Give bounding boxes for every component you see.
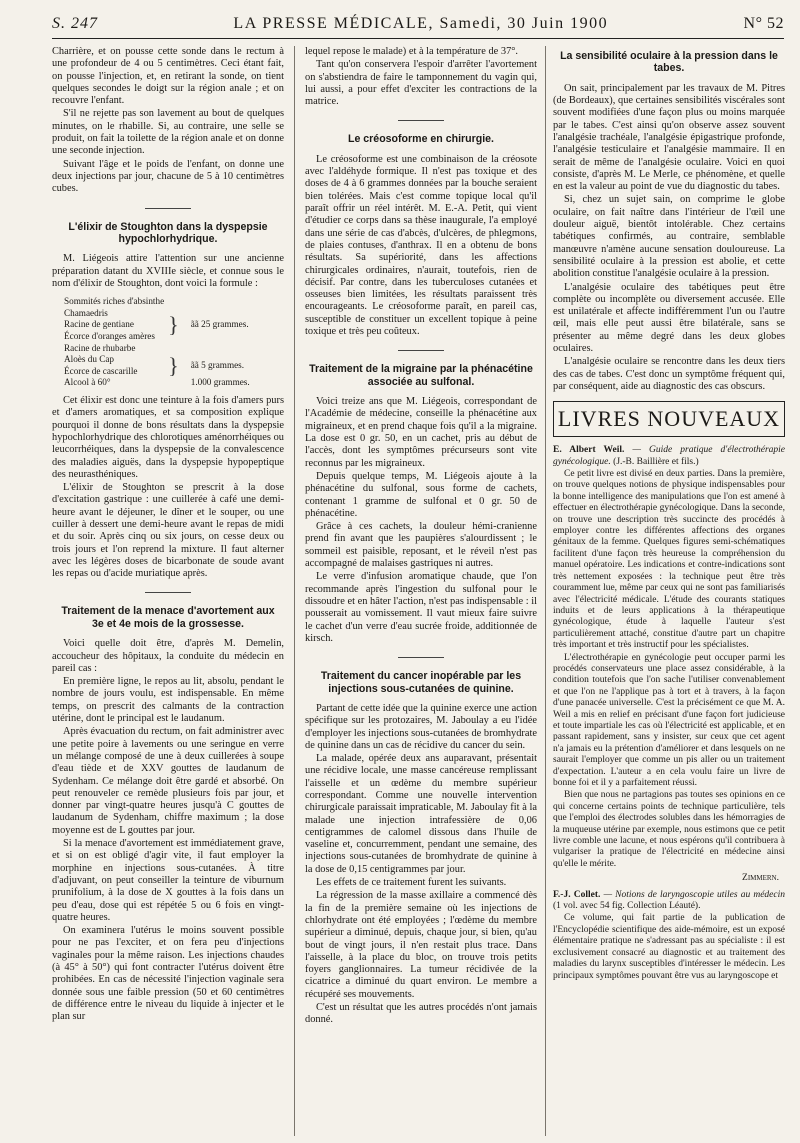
paragraph: M. Liégeois attire l'attention sur une ancienne préparation datant du XVIIIe siècle, et connue sous le nom d'élixir de Stoughton, dont voici la formule : (52, 253, 284, 289)
section-heading: Traitement de la migraine par la phénacétine associée au sulfonal. (309, 363, 533, 388)
recipe-table: Sommités riches d'absinthe } ãã 25 grammes. Chamaedris Racine de gentiane Écorce d'oranges amères Racine de rhubarbe Aloès du Cap } ãã 5 grammes. Écorce de cascarille Alcool à 60° 1.000 grammes. (64, 296, 250, 388)
paragraph: En première ligne, le repos au lit, absolu, pendant le nombre de jours voulu, est indispensable. En même temps, on prescrit des calmants de la contraction utérine, dont le principal est le laudanum. (52, 676, 284, 725)
paragraph: On examinera l'utérus le moins souvent possible pour ne pas l'exciter, et on fera peu d'injections vaginales pour la même raison. Les injections chaudes (à 45° à 50°) qui font contracter l'utérus doivent être prohibées. En cas de nécessité l'injection vaginale sera donnée sous une faible pression (50 et 60 centimètres de différence entre le niveau du liquide à injecter et le plan sur (52, 925, 284, 1023)
paragraph: Partant de cette idée que la quinine exerce une action spécifique sur les protozaires, M. Jaboulay a eu l'idée d'employer les injections sous-cutanées de bromhydrate de quinine dans un cas de récidive du cancer du sein. (305, 702, 537, 751)
paragraph: La malade, opérée deux ans auparavant, présentait une récidive locale, une masse cancéreuse remplissant l'aisselle et un œdème du membre supérieur correspondant. Comme une nouvelle intervention chirurgicale paraissait impraticable, M. Jaboulay fit à la malade une injection intrafessière de 0,06 centigrammes de calomel dissous dans l'huile de vaseline et, concurremment, pendant une semaine, des injections sous-cutanées de bromhydrate de quinine à la dose de 0,15 centigrammes par jour. (305, 753, 537, 875)
review-publisher: (1 vol. avec 54 fig. Collection Léauté). (553, 901, 701, 912)
paragraph: S'il ne rejette pas son lavement au bout de quelques minutes, on le rhabille. Si, au contraire, une selle se produit, on fait la toilette de la région anale et on donne une seconde injection. (52, 108, 284, 157)
paragraph: Après évacuation du rectum, on fait administrer avec une petite poire à lavements ou une seringue en verre un mélange composé de une à deux cuillerées à soupe d'eau tiède et de XXV gouttes de laudanum de Sydenham. Ce mélange doit être gardé et absorbé. On peut renouveler ce remède plusieurs fois par jour, et donner par vingt-quatre heures jusqu'à C gouttes de laudanum de Sydenham, chiffre maximum ; la dose moyenne est de L gouttes par jour. (52, 726, 284, 836)
paragraph: L'élixir de Stoughton se prescrit à la dose d'excitation gastrique : une cuillerée à café une demi-heure avant le déjeuner, le dîner et le souper, ou une cuiller à dessert une demi-heure avant le repas de midi et du soir. Après cinq ou six jours, on cesse deux ou trois jours et l'on reprend la mixture. Il faut alterner avec les légères doses de bicarbonate de soude avant les repas ou d'acide muriatique après. (52, 482, 284, 580)
paragraph: Le créosoforme est une combinaison de la créosote avec l'aldéhyde formique. Il n'est pas toxique et des doses de 4 à 6 grammes données par la bouche seraient bien tolérées. Mais c'est comme topique local qu'il paraît offrir un réel intérêt. M. E.-A. Petit, qui vient d'étudier ce corps dans sa thèse inaugurale, l'a employé dans une série de cas d'abcès, d'ulcères, de phlegmons, de plaies contuses, d'anthrax. Il en a obtenu de bons résultats. Sa supériorité, dans les affections chirurgicales ordinaires, n'aurait, toutefois, rien de décisif. Par contre, dans les tuberculoses cutanées et osseuses bien limitées, les résultats paraissent très encourageants. Le créosoforme paraît, en pareil cas, susceptible de constituer un excellent topique à peine toxique et très peu coûteux. (305, 153, 537, 338)
review-author: E. Albert Weil. (553, 445, 625, 456)
divider (145, 208, 191, 209)
section-banner: LIVRES NOUVEAUX (553, 401, 785, 437)
divider (145, 592, 191, 593)
book-review (553, 890, 785, 982)
section-heading: L'élixir de Stoughton dans la dyspepsie hypochlorhydrique. (68, 220, 268, 245)
paragraph: Suivant l'âge et le poids de l'enfant, on donne une deux injections par jour, chacune de 5 à 10 centimètres cubes. (52, 158, 284, 195)
paragraph: Tant qu'on conservera l'espoir d'arrêter l'avortement on s'abstiendra de faire le tamponnement du vagin qui, lui aussi, a pour effet d'exciter les contractions de la matrice. (305, 59, 537, 108)
recipe-item: Racine de rhubarbe (64, 342, 136, 353)
review-publisher: (J.-B. Baillière et fils.) (613, 456, 699, 467)
paragraph: Si la menace d'avortement est immédiatement grave, et si on est obligé d'agir vite, il faut employer la morphine en injections sous-cutanées. À titre d'adjuvant, on peut conseiller la teinture de viburnum prunifolium, à la dose de X gouttes à la fois dans un peu d'eau, dose qui est répétée 5 ou 6 fois en vingt-quatre heures. (52, 838, 284, 923)
paragraph: Ce volume, qui fait partie de la publication de l'Encyclopédie scientifique des aide-mémoire, est un exposé élémentaire pratique ne s'adressant pas au spécialiste : il est exclusivement consacré au diagnostic et au traitement des maladies du larynx susceptibles d'intéresser le médecin. Les principaux symptômes pouvant être vus au laryngoscope et (553, 913, 785, 981)
paragraph: Les effets de ce traitement furent les suivants. (316, 877, 507, 889)
page-header (52, 10, 784, 39)
paragraph: Cet élixir est donc une teinture à la fois d'amers purs et d'amers aromatiques, et sa composition explique pourquoi il donne de bons résultats dans la dyspepsie hypochlorhydrique des chlorotiques aménorrhéiques ou leucorrhéiques, dans la dyspepsie de la convalescence des maladies aiguës, dans la dyspepsie hypopeptique des neurasthéniques. (52, 395, 284, 480)
paragraph: Voici quelle doit être, d'après M. Demelin, accoucheur des hôpitaux, la conduite du médecin en pareil cas : (52, 638, 284, 674)
paragraph: Bien que nous ne partagions pas toutes ses opinions en ce qui concerne certains points de technique particulière, tels que l'emploi des électrodes solubles dans les hémorragies de la muqueuse utérine par exemple, nous estimons que ce petit livre comble une lacune, et nous espérons qu'il contribuera à vulgariser la pratique de l'électricité en médecine ainsi qu'elle le mérite. (553, 790, 785, 869)
recipe-item: Écorce de cascarille (64, 365, 138, 376)
paragraph: L'analgésie oculaire se rencontre dans les deux tiers des cas de tabes. C'est donc un symptôme fréquent qui, par conséquent, aide au diagnostic des cas obscurs. (553, 356, 785, 392)
paragraph: Depuis quelque temps, M. Liégeois ajoute à la phénacétine du sulfonal, sous forme de cachets, contenant 1 gramme de sulfonal et 0 gr. 50 de phénacétine. (305, 470, 537, 519)
paragraph: La régression de la masse axillaire a commencé dès la fin de la première semaine où les injections de chlorhydrate ont été employées ; l'œdème du membre supérieur a diminué, depuis, chaque jour, si bien, qu'au bout de vingt jours, il n'en restait plus trace. Dans l'aisselle, à la place du bloc, on trouve trois petits foyers ganglionnaires. La tumeur récidivée de la cicatrice a diminué du quart environ. Le membre a récupéré ses mouvements. (305, 890, 537, 1000)
divider (398, 657, 444, 658)
recipe-dose: ãã 25 grammes. (190, 319, 249, 330)
review-book-title: — Guide pratique d'électrothérapie gynécologique. (553, 445, 785, 467)
column-rule (545, 46, 546, 1136)
column-rule (294, 46, 295, 1136)
recipe-item: Sommités riches d'absinthe (64, 296, 165, 307)
paragraph: L'électrothérapie en gynécologie peut occuper parmi les procédés conservateurs une place assez considérable, à la condition toutefois que l'on sache l'utiliser convenablement et que l'on ne l'applique pas à tort et à travers, à la façon d'une panacée universelle. C'est la précisément ce que M. A. Weil a mis en relief en précisant d'une façon fort judicieuse et toute impartiale les cas où l'électricité est applicable, et en passant rapidement, sans y insister, sur ceux que cet agent n'a jamais eu la prétention d'améliorer et dans lesquels on ne saurait l'employer que comme un pis aller ou un traitement d'expectation. L'auteur a en cela voulu faire un livre de bonne foi et il y a parfaitement réussi. (553, 652, 785, 789)
review-signature: Zimmern. (742, 873, 779, 884)
divider (398, 120, 444, 121)
column-left (52, 46, 284, 1136)
page-number: S. 247 (52, 15, 98, 32)
journal-title: LA PRESSE MÉDICALE, Samedi, 30 Juin 1900 (233, 15, 609, 32)
paragraph: Grâce à ces cachets, la douleur hémi-cranienne prend fin avant que les paupières s'alourdissent ; le sommeil est paisible, reposant, et le réveil n'est pas accompagné de malaises gastriques ni autres. (305, 521, 537, 570)
divider (398, 350, 444, 351)
paragraph: On sait, principalement par les travaux de M. Pitres (de Bordeaux), que certaines sensibilités viscérales sont souvent modifiées d'une façon plus ou moins marquée par le tabes. C'est ainsi qu'on observe assez souvent l'analgésie trachéale, l'analgésie épigastrique profonde, l'analgésie testiculaire et l'analgésie mammaire. Il en serait de même de l'analgésie oculaire. Voici en quoi consiste, d'après M. Le Merle, ce phénomène, et quelle en est la valeur au point de vue du diagnostic du tabes. (553, 82, 785, 193)
review-author: F.-J. Collet. (553, 889, 601, 900)
recipe-item: Chamaedris (64, 307, 108, 318)
section-heading: La sensibilité oculaire à la pression dans le tabes. (560, 50, 778, 75)
recipe-dose: 1.000 grammes. (190, 377, 250, 388)
paragraph: lequel repose le malade) et à la température de 37°. (305, 46, 519, 57)
paragraph: Le verre d'infusion aromatique chaude, que l'on recommande après l'ingestion du sulfonal pour le dissoudre et en hâter l'action, n'est pas indispensable : il pousserait au vomissement. Il vaut mieux faire suivre le cachet d'un verre d'eau sucrée froide, additionnée de kirsch. (305, 571, 537, 644)
paragraph: Voici treize ans que M. Liégeois, correspondant de l'Académie de médecine, conseille la phénacétine aux migraineux, et en prend chaque fois qu'il a la migraine. La dose est 0 gr. 50, en un cachet, pris au début de l'accès, dont les symptômes précurseurs sont vite reconnus par les migraineux. (305, 396, 537, 469)
review-book-title: — Notions de laryngoscopie utiles au médecin (603, 889, 785, 900)
column-right (553, 46, 785, 1136)
book-review (553, 445, 785, 884)
recipe-item: Racine de gentiane (64, 319, 134, 330)
paragraph: C'est un résultat que les autres procédés n'ont jamais donné. (305, 1002, 537, 1026)
section-heading: Traitement du cancer inopérable par les injections sous-cutanées de quinine. (320, 670, 522, 695)
paragraph: Ce petit livre est divisé en deux parties. Dans la première, on trouve quelques notions de physique indispensables pour la bonne intelligence des manipulations que l'on est amené à effectuer en électrothérapie gynécologique. Dans la seconde, on trouve une description très succincte des procédés à employer contre les différentes affections des organes génitaux de la femme. Quelques figures semi-schématiques facilitent d'une façon très heureuse la compréhension du manuel opératoire. Les indications et contre-indications sont très nettement exposées : la technique peut être très couramment lue, même par ceux qui ne sont pas familiarisés avec l'électricité médicale. L'étude des courants statiques induits et de leurs applications à la thérapeutique gynécologique, étude à laquelle l'auteur s'est particulièrement attaché, constitue d'autre part un chapitre très important et très instructif pour les spécialistes. (553, 469, 785, 651)
recipe-item: Écorce d'oranges amères (64, 331, 155, 342)
recipe-dose: ãã 5 grammes. (190, 360, 245, 371)
column-middle (305, 46, 537, 1136)
paragraph: Charrière, et on pousse cette sonde dans le rectum à une profondeur de 4 ou 5 centimètres. Ceci étant fait, on pousse l'injection, et, en retirant la sonde, on tient quelques secondes le doigt sur la région anale ; et on recouvre l'enfant. (52, 46, 284, 107)
recipe-item: Alcool à 60° (64, 377, 111, 388)
issue-number: N° 52 (743, 15, 784, 32)
section-heading: Le créosoforme en chirurgie. (347, 133, 494, 146)
paragraph: L'analgésie oculaire des tabétiques peut être complète ou incomplète ou diversement accusée. Elle est unilatérale et affecte indifféremment l'un ou l'autre œil, mais elle peut aussi être bilatérale, sans se présenter au même degré dans les deux globes oculaires. (553, 281, 785, 355)
paragraph: Si, chez un sujet sain, on comprime le globe oculaire, on fait naître dans l'intérieur de l'œil une douleur aiguë, bientôt intolérable. Chez certains tabétiques confirmés, au contraire, semblable manœuvre n'amène aucune sensation douloureuse. La sensibilité oculaire à la pression est abolie, et cette abolition constitue l'analgésie oculaire à la pression. (553, 194, 785, 280)
recipe-item: Aloès du Cap (64, 354, 115, 365)
section-heading: Traitement de la menace d'avortement aux 3e et 4e mois de la grossesse. (61, 605, 275, 630)
